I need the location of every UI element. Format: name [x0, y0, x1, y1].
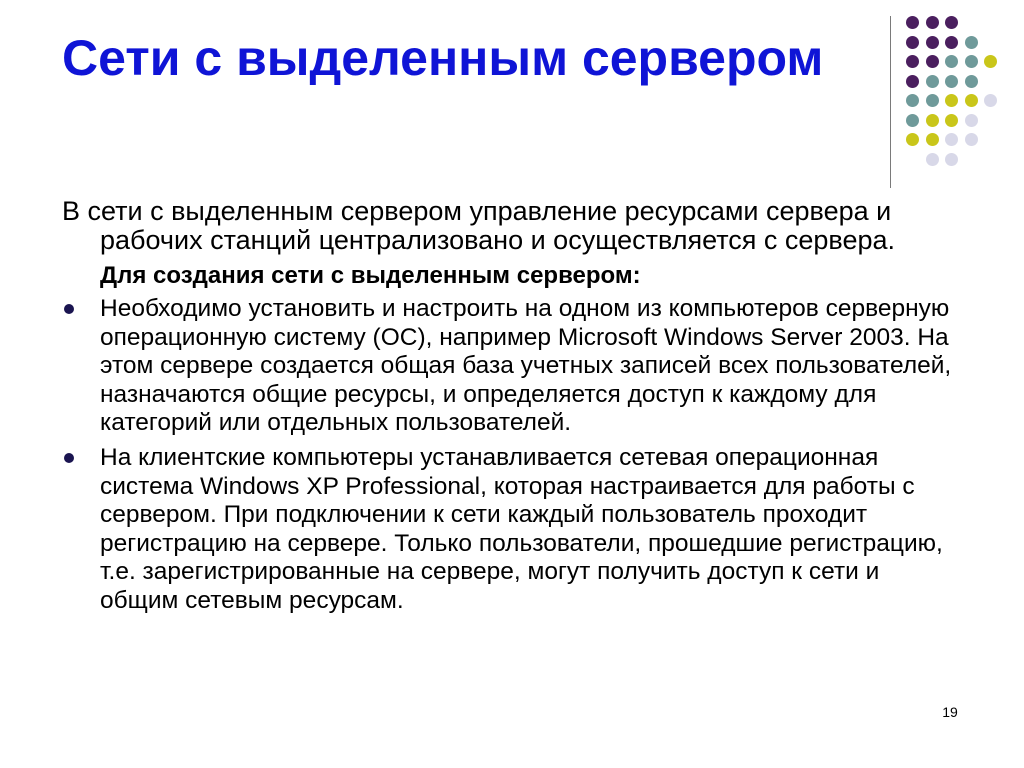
bullet-dot-icon [64, 304, 74, 314]
decorative-dot [984, 55, 997, 68]
decorative-dot [906, 133, 919, 146]
decorative-dot [945, 114, 958, 127]
slide-title: Сети с выделенным сервером [62, 30, 824, 86]
decorative-dot-grid [906, 16, 1006, 166]
decorative-dot [945, 153, 958, 166]
decorative-dot [926, 133, 939, 146]
decorative-dot [926, 114, 939, 127]
decorative-dot [984, 94, 997, 107]
decorative-dot [945, 94, 958, 107]
decorative-dot [906, 36, 919, 49]
bullet-item-1 [62, 295, 962, 438]
vertical-divider-line [890, 16, 891, 188]
decorative-dot [906, 16, 919, 29]
decorative-dot [926, 94, 939, 107]
intro-paragraph: В сети с выделенным сервером управление ресурсами сервера и рабочих станций централизовано и осуществляется с сервера. [62, 196, 896, 255]
decorative-dot [965, 55, 978, 68]
decorative-dot [906, 55, 919, 68]
decorative-dot [945, 36, 958, 49]
decorative-dot [926, 153, 939, 166]
decorative-dot [965, 114, 978, 127]
decorative-dot [906, 75, 919, 88]
decorative-dot [906, 114, 919, 127]
decorative-dot [965, 75, 978, 88]
decorative-dot [926, 55, 939, 68]
decorative-dot [945, 133, 958, 146]
bullet-item-2 [62, 444, 962, 616]
decorative-dot [965, 94, 978, 107]
decorative-dot [965, 36, 978, 49]
decorative-dot [906, 94, 919, 107]
decorative-dot [926, 75, 939, 88]
decorative-dot [965, 133, 978, 146]
bullet-text: На клиентские компьютеры устанавливается сетевая операционная система Windows XP Professional, которая настраивается для работы с сервером. При подключении к сети каждый пользователь проходит регистрацию на сервере. Только пользователи, прошедшие регистрацию, т.е. зарегистрированные на сервере, могут получить доступ к сети и общим сетевым ресурсам. [100, 443, 943, 614]
decorative-dot [945, 75, 958, 88]
decorative-dot [926, 36, 939, 49]
decorative-dot [926, 16, 939, 29]
decorative-dot [945, 55, 958, 68]
slide-body [62, 197, 962, 622]
bullet-text: Необходимо установить и настроить на одном из компьютеров серверную операционную систему (ОС), например Microsoft Windows Server 2003. На этом сервере создается общая база учетных записей всех пользователей, назначаются общие ресурсы, и определяется доступ к каждому для категорий или отдельных пользователей. [100, 295, 952, 437]
subheading: Для создания сети с выделенным сервером: [100, 262, 641, 289]
page-number: 19 [942, 704, 958, 720]
decorative-dot [945, 16, 958, 29]
bullet-dot-icon [64, 453, 74, 463]
